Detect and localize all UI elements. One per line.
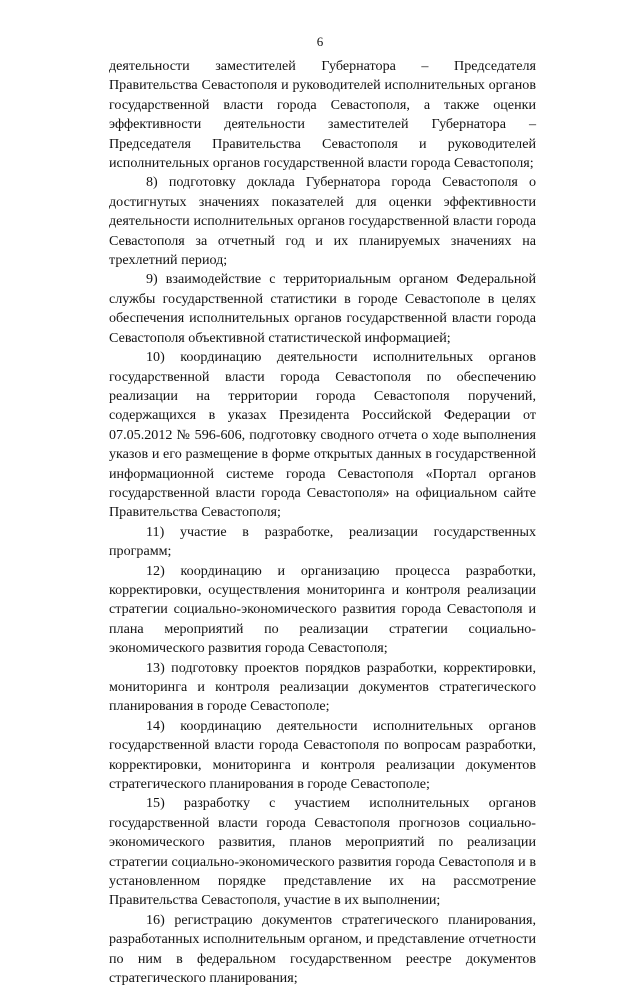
document-body (109, 57, 536, 989)
list-item-8: 8) подготовку доклада Губернатора города Севастополя о достигнутых значениях показателей для оценки эффективности деятельности исполнительных органов государственной власти города Севастополя за отчетный год и их планируемых значениях на трехлетний период; (109, 174, 536, 269)
page-number: 6 (316, 34, 324, 49)
paragraph-continuation: деятельности заместителей Губернатора – Председателя Правительства Севастополя и руководителей исполнительных органов государственной власти города Севастополя, а также оценки эффективности деятельности заместителей Губернатора – Председателя Правительства Севастополя и руководителей исполнительных органов государственной власти города Севастополя; (109, 58, 536, 172)
list-item-15: 15) разработку с участием исполнительных органов государственной власти города Севастополя прогнозов социально-экономического развития, планов мероприятий по реализации стратегии социально-экономического развития города Севастополя и в установленном порядке представление их на рассмотрение Правительства Севастополя, участие в их выполнении; (109, 795, 536, 909)
list-item-11: 11) участие в разработке, реализации государственных программ; (109, 523, 536, 560)
list-item-10: 10) координацию деятельности исполнительных органов государственной власти города Севастополя по обеспечению реализации на территории города Севастополя поручений, содержащихся в указах Президента Российской Федерации от 07.05.2012 № 596-606, подготовку сводного отчета о ходе выполнения указов и его размещение в форме открытых данных в государственной информационной системе города Севастополя «Портал органов государственной власти города Севастополя» на официальном сайте Правительства Севастополя; (109, 349, 536, 521)
list-item-16: 16) регистрацию документов стратегического планирования, разработанных исполнительным органом, и представление отчетности по ним в федеральном государственном реестре документов стратегического планирования; (109, 911, 536, 987)
list-item-14: 14) координацию деятельности исполнительных органов государственной власти города Севастополя по вопросам разработки, корректировки, мониторинга и контроля реализации документов стратегического планирования в городе Севастополе; (109, 717, 536, 793)
list-item-13: 13) подготовку проектов порядков разработки, корректировки, мониторинга и контроля реализации документов стратегического планирования в городе Севастополе; (109, 659, 536, 715)
list-item-9: 9) взаимодействие с территориальным органом Федеральной службы государственной статистики в городе Севастополе в целях обеспечения исполнительных органов государственной власти города Севастополя объективной статистической информацией; (109, 271, 536, 346)
list-item-12: 12) координацию и организацию процесса разработки, корректировки, осуществления мониторинга и контроля реализации стратегии социально-экономического развития города Севастополя и плана мероприятий по реализации стратегии социально-экономического развития города Севастополя; (109, 562, 536, 657)
